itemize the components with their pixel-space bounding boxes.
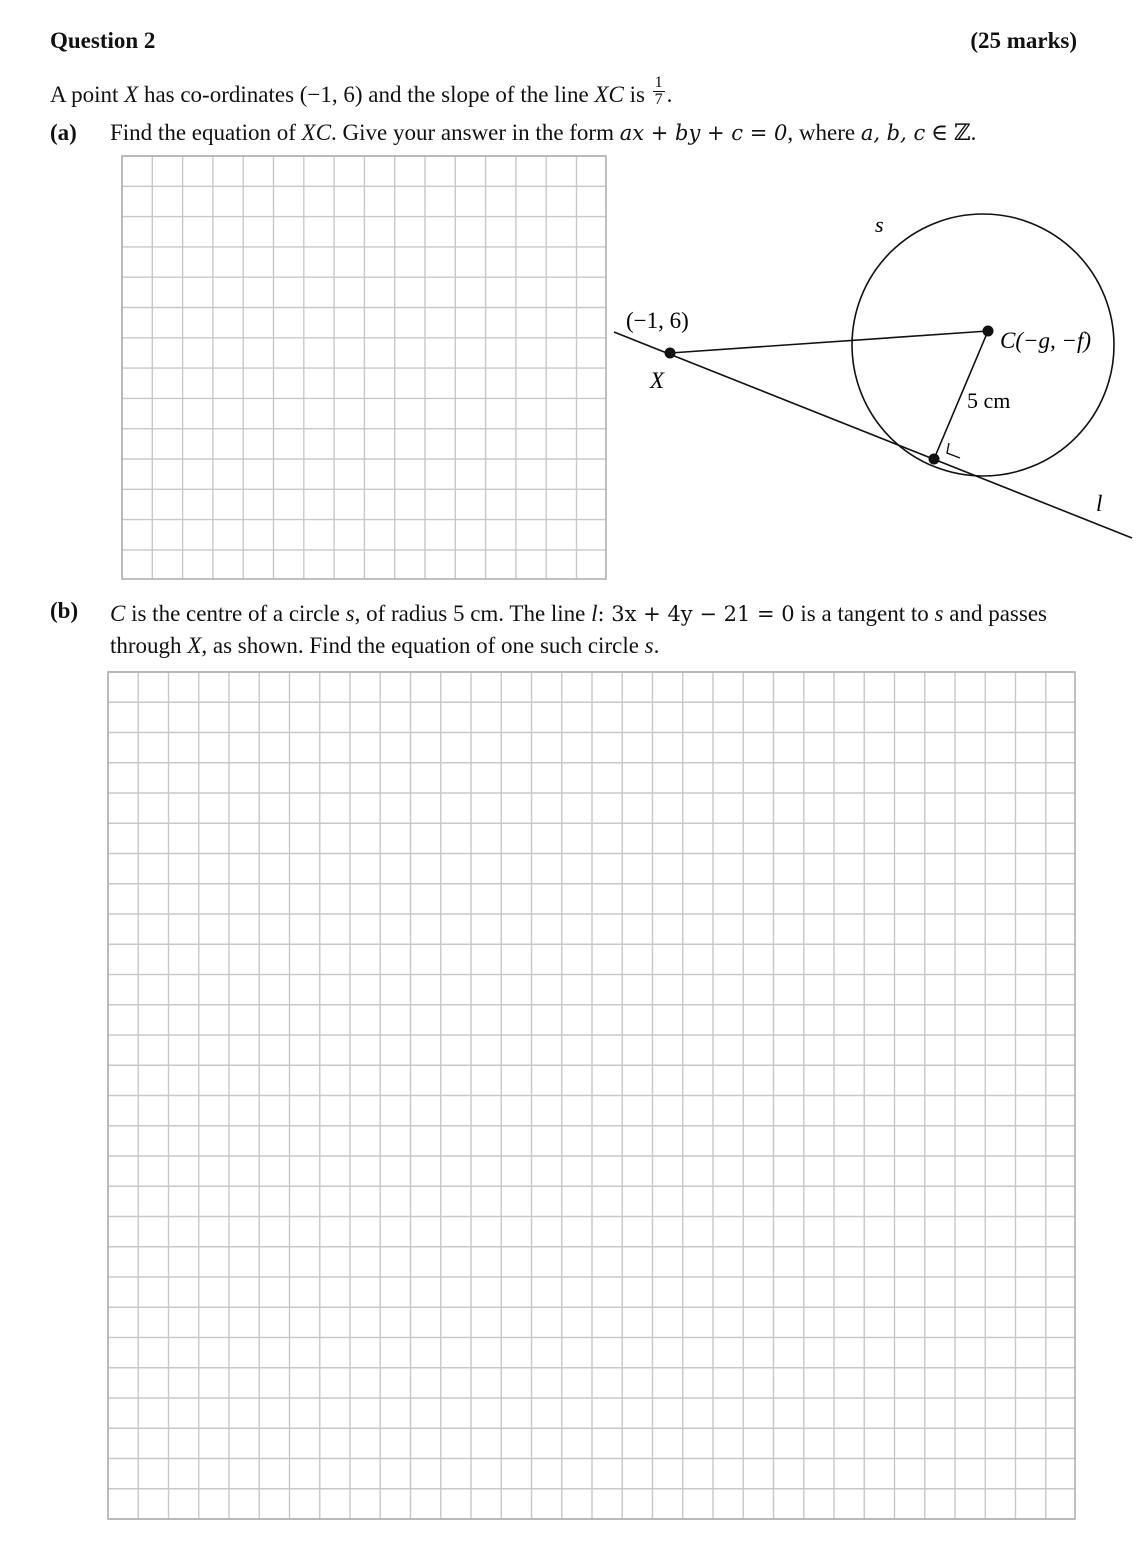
- point-x-coords: (−1, 6): [626, 308, 689, 333]
- part-b-text5: , as shown. Find the equation of one such circle: [201, 633, 645, 658]
- intro-text-is: is: [623, 81, 651, 107]
- answer-grid-b[interactable]: [107, 671, 1076, 1520]
- part-a-question: [110, 120, 976, 146]
- slope-numerator: 1: [654, 74, 663, 91]
- intro-point-var: X: [124, 81, 139, 107]
- intro-text-end: .: [666, 81, 673, 107]
- grid-a-lines: [122, 156, 606, 579]
- part-b-s-var-2: s: [934, 601, 944, 626]
- part-a-text-where: , where: [787, 120, 861, 145]
- part-b-text2: , of radius 5 cm. The line: [354, 601, 592, 626]
- part-b-text3: is a tangent to: [794, 601, 935, 626]
- part-a-line-var: XC: [301, 120, 332, 145]
- tangent-point-dot: [929, 454, 940, 465]
- radius-label: 5 cm: [967, 388, 1011, 413]
- part-b-s-var-3: s: [644, 633, 654, 658]
- slope-fraction: [653, 75, 665, 108]
- part-a-form: ax + by + c = 0: [619, 121, 788, 145]
- right-angle-mark: [947, 443, 960, 458]
- intro-text-mid: has co-ordinates (−1, 6) and the slope of the line: [138, 81, 595, 107]
- point-x-label: X: [650, 368, 665, 393]
- part-b-x-var: X: [187, 633, 202, 658]
- question-title: Question 2: [50, 28, 156, 53]
- part-a-set: ∈ ℤ.: [925, 120, 977, 145]
- part-a-label: (a): [50, 120, 77, 145]
- point-c-dot: [983, 326, 994, 337]
- question-intro: [50, 74, 673, 113]
- part-b-question: [110, 598, 1090, 661]
- tangent-l-label: l: [1096, 491, 1103, 516]
- part-b-label: (b): [50, 598, 79, 623]
- line-xc: [670, 331, 988, 353]
- intro-line-var: XC: [594, 81, 624, 107]
- part-a-text-before: Find the equation of: [110, 120, 302, 145]
- intro-text-before: A point: [50, 81, 125, 107]
- point-x-dot: [665, 348, 676, 359]
- part-b-text6: .: [653, 633, 660, 658]
- part-b-text4: and passes through: [110, 601, 1047, 658]
- slope-denominator: 7: [654, 91, 663, 108]
- part-b-l-var: l: [591, 601, 598, 626]
- part-b-s-var: s: [345, 601, 355, 626]
- centre-c-label: C(−g, −f): [1000, 328, 1092, 353]
- grid-b-lines: [108, 672, 1075, 1519]
- part-a-text-mid: . Give your answer in the form: [331, 120, 620, 145]
- tangent-line-l: [614, 332, 1132, 538]
- answer-grid-a[interactable]: [121, 155, 607, 580]
- circle-s-label: s: [875, 212, 884, 237]
- marks-label: (25 marks): [970, 28, 1077, 53]
- part-b-equation: : 3x + 4y − 21 = 0: [597, 602, 795, 626]
- part-b-text1: is the centre of a circle: [125, 601, 346, 626]
- part-a-vars: a, b, c: [860, 121, 926, 145]
- circle-tangent-diagram: [600, 190, 1148, 550]
- part-b-c-var: C: [110, 601, 126, 626]
